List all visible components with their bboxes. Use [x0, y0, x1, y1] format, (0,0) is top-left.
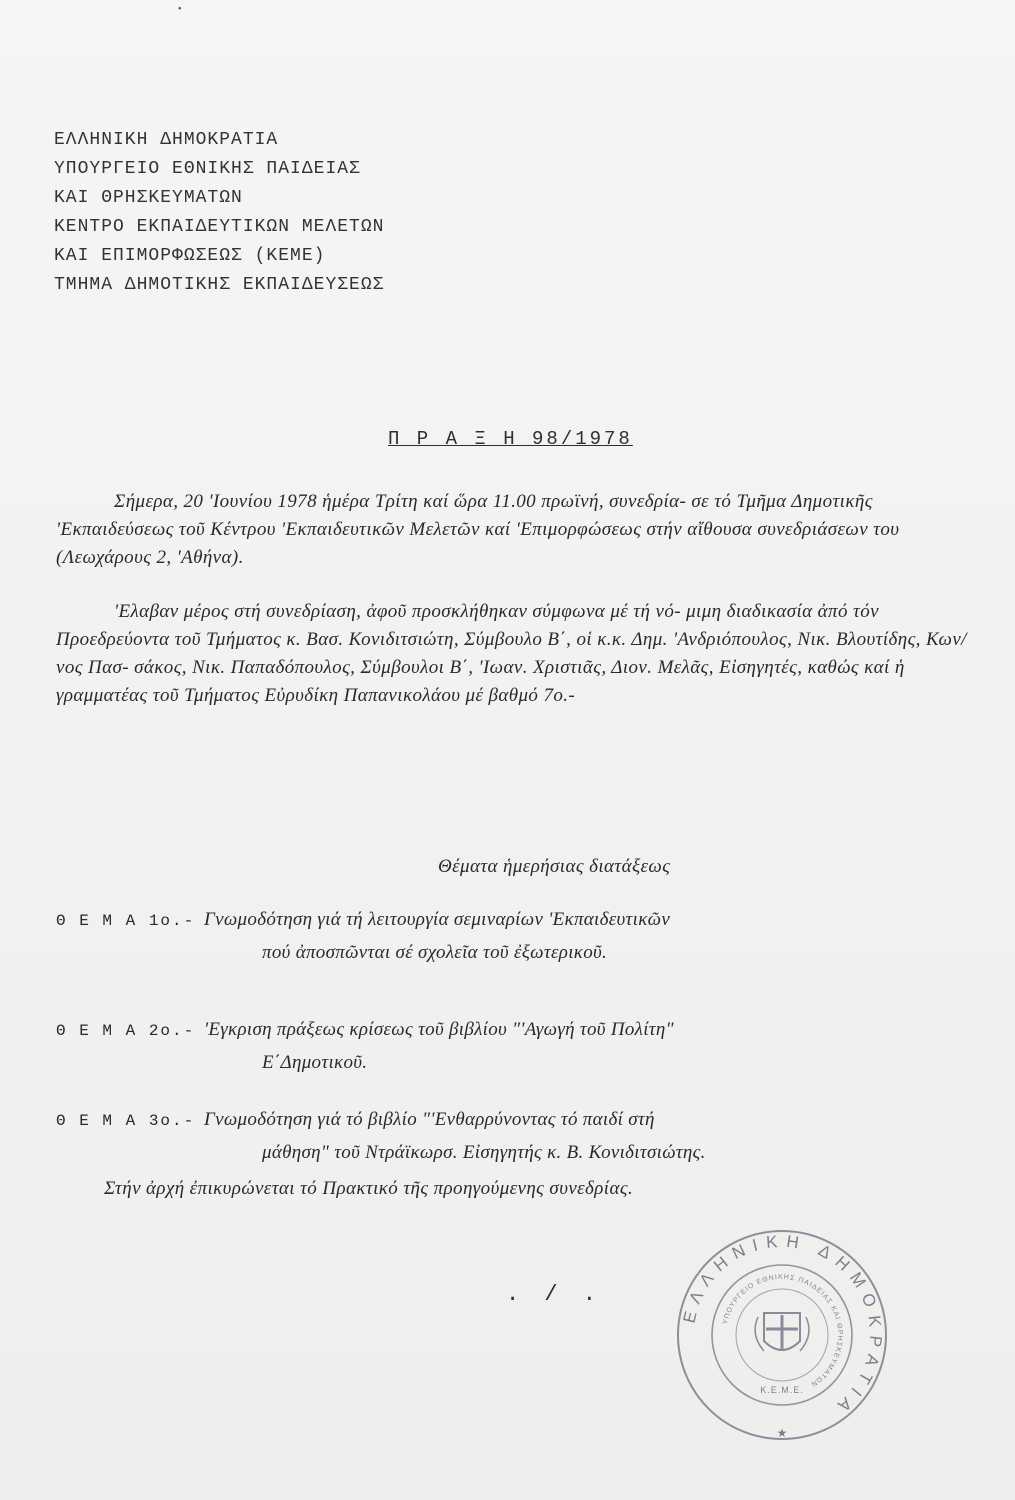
star-icon: ★	[776, 1426, 788, 1440]
agenda-heading: Θέματα ἡμερήσιας διατάξεως	[438, 856, 671, 877]
topic-label: Θ Ε Μ Α 2ο.-	[56, 1022, 196, 1040]
closing-sentence: Στήν ἀρχή ἐπικυρώνεται τό Πρακτικό τῆς προηγούμενης συνεδρίας.	[104, 1178, 634, 1199]
topic-text-continued: πού ἀποσπῶνται σέ σχολεῖα τοῦ ἐξωτερικοῦ.	[262, 942, 608, 963]
coat-of-arms-icon	[755, 1313, 809, 1351]
opening-paragraph-text: Σήμερα, 20 'Ιουνίου 1978 ἡμέρα Τρίτη καί ὥρα 11.00 πρωϊνή, συνεδρία- σε τό Τμῆμα Δημοτικῆς 'Εκπαιδεύσεως τοῦ Κέντρου 'Εκπαιδευτικῶν Μελετῶν καί 'Επιμορφώσεως στήν αἴθουσα συνεδριάσεων του (Λεωχάρους 2, 'Αθήνα).	[56, 491, 900, 568]
letterhead-line: ΕΛΛΗΝΙΚΗ ΔΗΜΟΚΡΑΤΙΑ	[54, 130, 279, 150]
letterhead-line: ΚΑΙ ΕΠΙΜΟΡΦΩΣΕΩΣ (ΚΕΜΕ)	[54, 246, 326, 266]
agenda-topic-1	[56, 904, 986, 969]
topic-text: Γνωμοδότηση γιά τό βιβλίο "'Ενθαρρύνοντας τό παιδί στή	[204, 1109, 655, 1130]
page-continuation-mark: . / .	[506, 1282, 603, 1307]
document-title: Π Ρ Α Ξ Η 98/1978	[388, 428, 633, 450]
letterhead	[54, 126, 384, 300]
letterhead-line: ΤΜΗΜΑ ΔΗΜΟΤΙΚΗΣ ΕΚΠΑΙΔΕΥΣΕΩΣ	[54, 275, 385, 295]
letterhead-line: ΚΑΙ ΘΡΗΣΚΕΥΜΑΤΩΝ	[54, 188, 243, 208]
attendance-paragraph	[56, 598, 976, 710]
topic-label: Θ Ε Μ Α 3ο.-	[56, 1112, 196, 1130]
agenda-topic-3	[56, 1104, 986, 1169]
topic-text-continued: μάθηση" τοῦ Ντράϊκωρσ. Εἰσηγητής κ. Β. Κονιδιτσιώτης.	[262, 1142, 706, 1163]
topic-text: 'Εγκριση πράξεως κρίσεως τοῦ βιβλίου "'Αγωγή τοῦ Πολίτη"	[204, 1019, 674, 1040]
seal-inner-text: ΥΠΟΥΡΓΕΙΟ ΕΘΝΙΚΗΣ ΠΑΙΔΕΙΑΣ ΚΑΙ ΘΡΗΣΚΕΥΜΑΤΩΝ	[722, 1273, 844, 1388]
official-seal-stamp	[672, 1225, 892, 1445]
seal-bottom-text: Κ.Ε.Μ.Ε.	[760, 1385, 804, 1395]
scan-speck: •	[178, 4, 182, 15]
topic-text: Γνωμοδότηση γιά τή λειτουργία σεμιναρίων 'Εκπαιδευτικῶν	[204, 909, 671, 930]
seal-ring-text: ΕΛΛΗΝΙΚΗ ΔΗΜΟΚΡΑΤΙΑ	[679, 1231, 886, 1421]
topic-text-continued: Ε΄Δημοτικοῦ.	[262, 1052, 368, 1073]
attendance-paragraph-text: 'Ελαβαν μέρος στή συνεδρίαση, ἀφοῦ προσκλήθηκαν σύμφωνα μέ τή νό- μιμη διαδικασία ἀπό τόν Προεδρεύοντα τοῦ Τμήματος κ. Βασ. Κονιδιτσιώτη, Σύμβουλο Β΄, οἱ κ.κ. Δημ. 'Ανδριόπουλος, Νικ. Βλουτίδης, Κων/νος Πασ- σάκος, Νικ. Παπαδόπουλος, Σύμβουλοι Β΄, 'Ιωαν. Χριστιᾶς, Διον. Μελᾶς, Εἰσηγητές, καθώς καί ἡ γραμματέας τοῦ Τμήματος Εὐρυδίκη Παπανικολάου μέ βαθμό 7ο.-	[56, 601, 967, 706]
opening-paragraph	[56, 488, 976, 572]
letterhead-line: ΚΕΝΤΡΟ ΕΚΠΑΙΔΕΥΤΙΚΩΝ ΜΕΛΕΤΩΝ	[54, 217, 385, 237]
letterhead-line: ΥΠΟΥΡΓΕΙΟ ΕΘΝΙΚΗΣ ΠΑΙΔΕΙΑΣ	[54, 159, 361, 179]
topic-label: Θ Ε Μ Α 1ο.-	[56, 912, 196, 930]
agenda-topic-2	[56, 1014, 986, 1079]
